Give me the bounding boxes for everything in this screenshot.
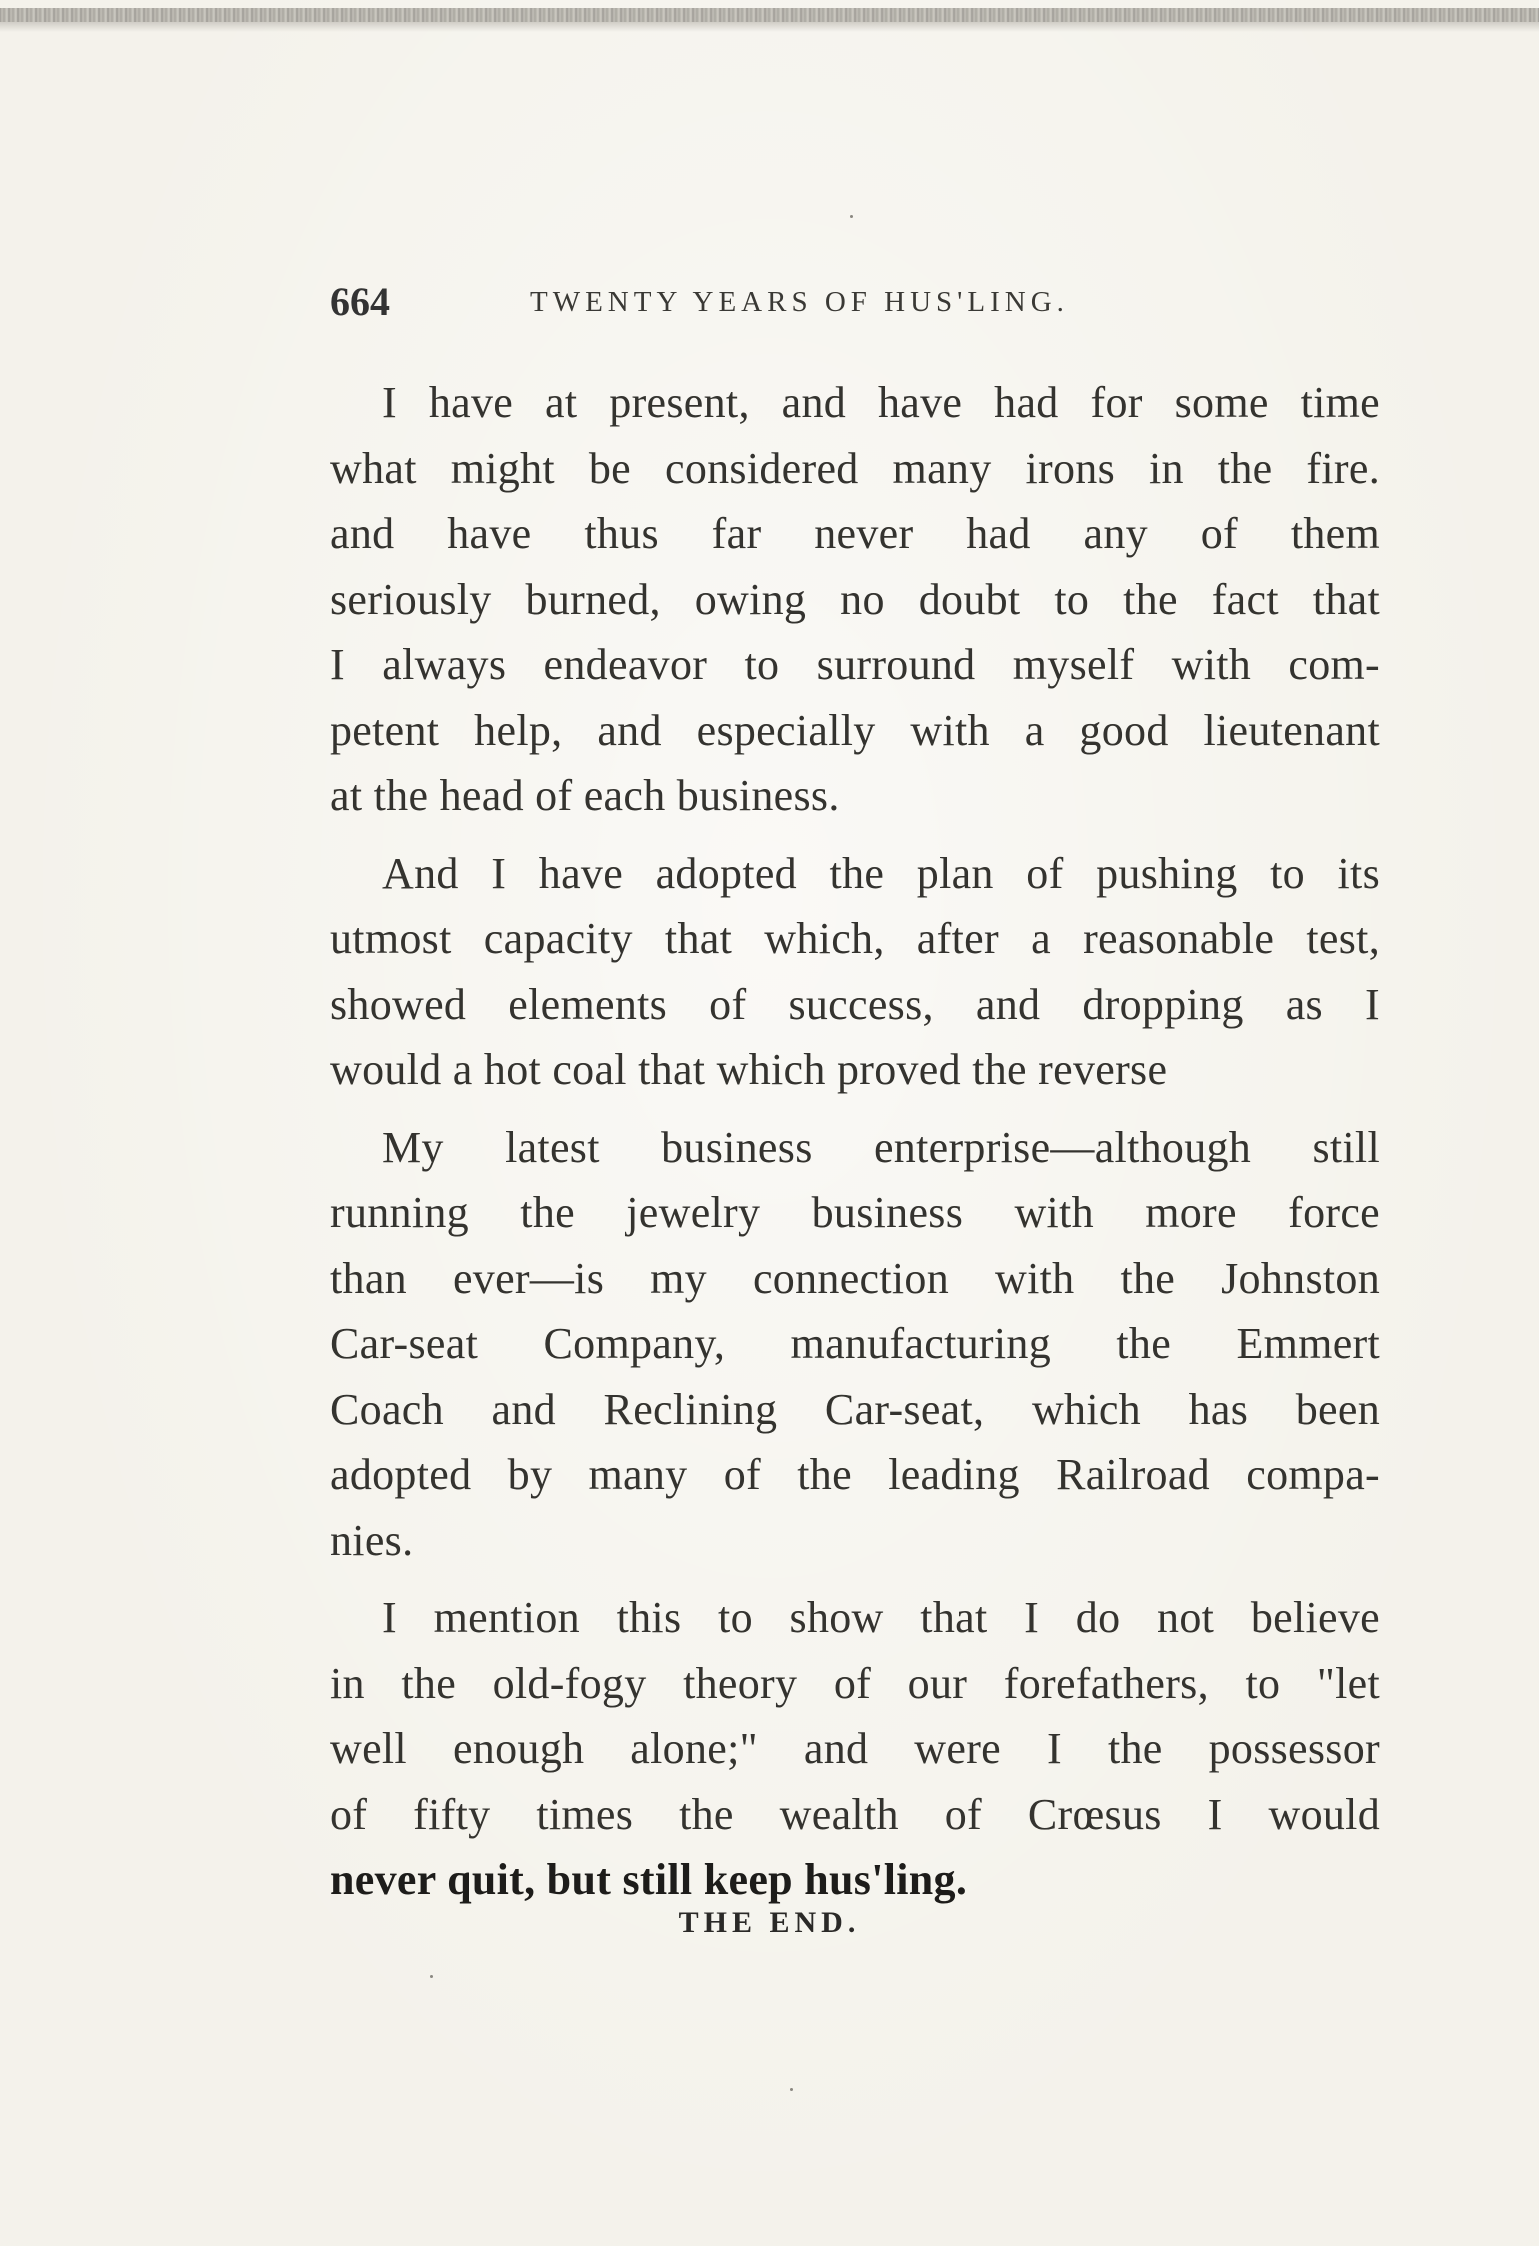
running-head: TWENTY YEARS OF HUS'LING.	[530, 286, 1069, 318]
text-line: Coach and Reclining Car-seat, which has been	[330, 1384, 1380, 1434]
text-line: well enough alone;" and were I the possessor	[330, 1724, 1380, 1773]
text-line: utmost capacity that which, after a reasonable test,	[330, 914, 1380, 963]
text-line: I mention this to show that I do not believe	[382, 1593, 1380, 1642]
body-text	[330, 370, 1380, 1925]
the-end-label: THE END.	[678, 1906, 861, 1939]
text-line: running the jewelry business with more force	[330, 1188, 1380, 1237]
scan-speck	[790, 2088, 793, 2091]
text-line: I always endeavor to surround myself with com-	[330, 640, 1380, 689]
paragraph-4	[330, 1585, 1380, 1913]
text-line: Car-seat Company, manufacturing the Emmert	[330, 1319, 1380, 1368]
scan-speck	[430, 1975, 433, 1978]
text-line: and have thus far never had any of them	[330, 509, 1380, 558]
text-line: in the old-fogy theory of our forefathers, to "let	[330, 1658, 1380, 1708]
text-line: adopted by many of the leading Railroad compa-	[330, 1450, 1380, 1499]
text-line: than ever—is my connection with the Johnston	[330, 1253, 1380, 1303]
scan-speck	[850, 215, 853, 218]
page-number: 664	[330, 279, 390, 324]
scan-edge-rule	[0, 8, 1539, 22]
text-line: what might be considered many irons in the fire.	[330, 443, 1380, 493]
text-line: petent help, and especially with a good lieutenant	[330, 705, 1380, 755]
page-header	[330, 278, 1380, 328]
text-line: nies.	[330, 1515, 414, 1565]
text-line: at the head of each business.	[330, 771, 840, 820]
text-line: never quit, but still keep hus'ling.	[330, 1855, 968, 1904]
text-line: showed elements of success, and dropping as I	[330, 979, 1380, 1029]
paragraph-2	[330, 841, 1380, 1103]
text-line: seriously burned, owing no doubt to the fact that	[330, 574, 1380, 624]
text-line: would a hot coal that which proved the reverse	[330, 1045, 1168, 1094]
paragraph-1	[330, 370, 1380, 829]
scan-edge-shadow	[0, 22, 1539, 32]
paragraph-3	[330, 1115, 1380, 1574]
text-line: of fifty times the wealth of Crœsus I would	[330, 1789, 1380, 1839]
text-line: My latest business enterprise—although still	[382, 1122, 1380, 1172]
text-line: I have at present, and have had for some time	[382, 378, 1380, 427]
text-line: And I have adopted the plan of pushing to its	[382, 848, 1380, 898]
